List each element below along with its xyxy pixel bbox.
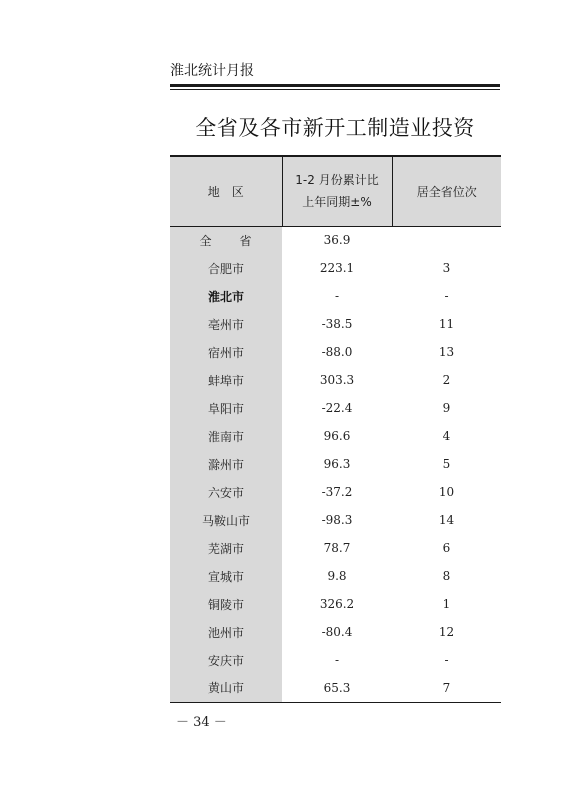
- table-row: [170, 226, 501, 254]
- growth-cell: -88.0: [321, 345, 353, 359]
- table-row: [170, 282, 501, 310]
- rank-cell: 4: [442, 429, 451, 443]
- region-cell: 芜湖市: [170, 534, 282, 562]
- page-number: － 34 －: [176, 715, 227, 730]
- table-row: [170, 562, 501, 590]
- region-cell: 宣城市: [170, 562, 282, 590]
- region-cell: 滁州市: [170, 450, 282, 478]
- table-row: [170, 450, 501, 478]
- growth-cell: -37.2: [321, 485, 353, 499]
- rank-cell: 7: [392, 674, 501, 702]
- growth-cell: 223.1: [319, 261, 355, 275]
- rank-cell: 11: [438, 317, 455, 331]
- rank-cell: 9: [442, 401, 451, 415]
- rank-cell: [392, 226, 501, 254]
- rank-cell: 2: [442, 373, 451, 387]
- rank-cell: -: [444, 653, 449, 667]
- table-row: [170, 394, 501, 422]
- column-header-rank: 居全省位次: [392, 156, 501, 226]
- rank-cell: 14: [438, 513, 455, 527]
- growth-cell: -98.3: [321, 513, 353, 527]
- region-cell: 全 省: [170, 226, 282, 254]
- table-row: [170, 646, 501, 674]
- header-rule-thin: [170, 89, 500, 90]
- rank-cell: 8: [442, 569, 451, 583]
- growth-cell: 96.3: [323, 457, 351, 471]
- region-cell: 蚌埠市: [170, 366, 282, 394]
- growth-cell: -80.4: [321, 625, 353, 639]
- table-row: [170, 506, 501, 534]
- growth-cell: 65.3: [282, 674, 392, 702]
- rank-cell: 10: [438, 485, 455, 499]
- growth-cell: -38.5: [321, 317, 353, 331]
- publication-title: 淮北统计月报: [170, 63, 254, 79]
- growth-cell: 303.3: [319, 373, 355, 387]
- growth-cell: 326.2: [319, 597, 355, 611]
- rank-cell: -: [444, 289, 449, 303]
- region-cell: 亳州市: [170, 310, 282, 338]
- column-header-growth-line1: 1-2 月份累计比: [295, 173, 379, 188]
- region-cell: 阜阳市: [170, 394, 282, 422]
- growth-cell: -: [334, 289, 340, 303]
- table-header-row: [170, 156, 501, 226]
- region-cell: 铜陵市: [170, 590, 282, 618]
- table-row: [170, 674, 501, 702]
- rank-cell: 13: [438, 345, 455, 359]
- region-cell: 六安市: [170, 478, 282, 506]
- investment-table-container: [170, 155, 501, 703]
- header-rule-thick: [170, 84, 500, 87]
- rank-cell: 12: [438, 625, 455, 639]
- rank-cell: 3: [442, 261, 451, 275]
- table-row: [170, 534, 501, 562]
- table-row: [170, 338, 501, 366]
- region-cell: 池州市: [170, 618, 282, 646]
- region-cell: 马鞍山市: [170, 506, 282, 534]
- growth-cell: 78.7: [323, 541, 351, 555]
- growth-cell: -: [334, 653, 340, 667]
- region-cell: 合肥市: [170, 254, 282, 282]
- region-cell: 淮北市: [170, 282, 282, 310]
- growth-cell: 96.6: [323, 429, 351, 443]
- table-row: [170, 478, 501, 506]
- region-cell: 淮南市: [170, 422, 282, 450]
- region-cell: 安庆市: [170, 646, 282, 674]
- table-row: [170, 254, 501, 282]
- column-header-growth: [282, 156, 392, 226]
- region-cell: 宿州市: [170, 338, 282, 366]
- investment-table: [170, 155, 501, 703]
- growth-cell: -22.4: [321, 401, 353, 415]
- table-row: [170, 618, 501, 646]
- table-row: [170, 590, 501, 618]
- growth-cell: 36.9: [323, 233, 351, 248]
- column-header-growth-line2: 上年同期±%: [302, 195, 372, 210]
- rank-cell: 5: [442, 457, 451, 471]
- rank-cell: 1: [442, 597, 451, 611]
- table-body: [170, 226, 501, 702]
- growth-cell: 9.8: [327, 569, 347, 583]
- page-title: 全省及各市新开工制造业投资: [195, 116, 475, 140]
- region-cell: 黄山市: [170, 674, 282, 702]
- table-row: [170, 366, 501, 394]
- table-row: [170, 422, 501, 450]
- column-header-region: 地 区: [170, 156, 282, 226]
- table-row: [170, 310, 501, 338]
- rank-cell: 6: [442, 541, 451, 555]
